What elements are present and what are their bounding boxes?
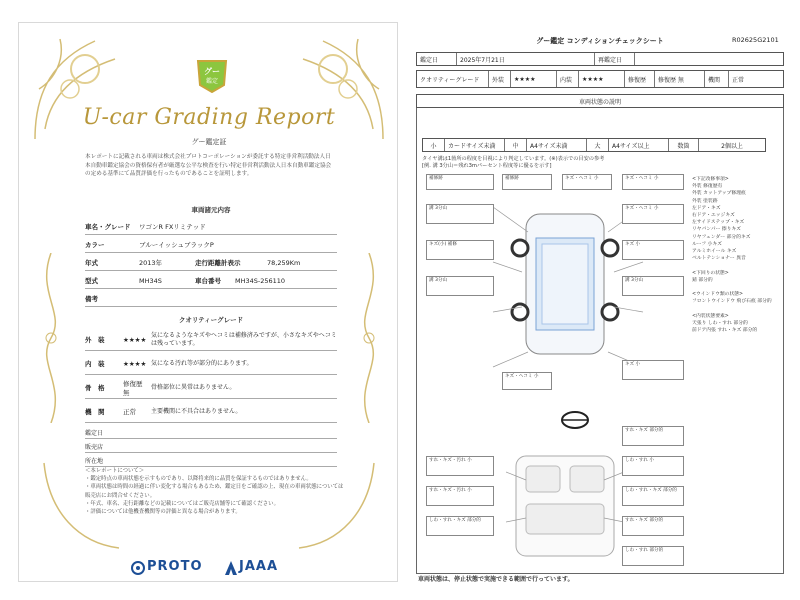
date-value: 2025年7月21日 [457, 53, 595, 65]
year-label: 年式 [85, 259, 98, 267]
appraisal-date-row [85, 427, 337, 439]
interior-label: すれ・キズ・汚れ 小 [426, 486, 494, 506]
damage-label: 補修跡 [426, 174, 494, 190]
repair-label: 修復歴 [625, 71, 655, 87]
damage-label: 溝 3分山 [426, 204, 494, 224]
intro-text: 本レポートに記載される車両は株式会社プロトコーポレーションが委託する特定非営利活動法人日本自動車鑑定協会の資格保有者が厳選な公平な検査を行い特定非営利活動法人日本自動車鑑定協会の定める基準にて品質評価を行ったものであることを証明します。 [85, 154, 332, 178]
svg-text:鑑定: 鑑定 [205, 78, 219, 85]
interior-label: しわ・すれ・キズ 部分的 [426, 516, 494, 536]
footer-label: 鑑定日 [85, 430, 104, 437]
engine-label: 機関 [705, 71, 729, 87]
date-table [416, 52, 784, 66]
note-item: ・年式、車名、走行距離などの記載についてはご販売店舗等にて確認ください。 [85, 500, 279, 507]
model-row [85, 273, 337, 289]
exterior-label: 外装 [489, 71, 511, 87]
chassis-label: 車台番号 [195, 277, 221, 285]
damage-label: キズ(小) 補修 [426, 240, 494, 260]
sheet-title: グー鑑定 コンディションチェックシート [536, 37, 664, 45]
note-item: ・車両状態は時間の経過に伴い変化する場合もあるため、鑑定日をご確認の上、現在の車両状態については販売店にお問合せください。 [85, 484, 344, 499]
date-label: 鑑定日 [417, 53, 457, 65]
interior-label: すれ・キズ・汚れ 小 [426, 456, 494, 476]
size-cell: A4サイズ以上 [609, 139, 669, 151]
remarks-label: 備考 [85, 295, 98, 303]
corner-ornament-top-left [25, 29, 145, 149]
size-cell: 2個以上 [721, 142, 743, 150]
interior-label: しわ・すれ・キズ 部分的 [622, 486, 684, 506]
damage-label: キズ 小 [622, 240, 684, 260]
damage-label: キズ・ヘコミ 小 [502, 372, 552, 390]
grade-label: 内 装 [85, 360, 105, 368]
reappraisal-label: 再鑑定日 [595, 53, 635, 65]
interior-label: すれ・キズ 部分的 [622, 426, 684, 446]
size-legend-table [422, 138, 766, 152]
interior-label: 内装 [557, 71, 579, 87]
state-title: 車両状態の説明 [578, 98, 621, 106]
reappraisal-value [635, 53, 783, 65]
damage-label: キズ・ヘコミ 小 [622, 204, 684, 224]
grade-label: 外 装 [85, 336, 105, 344]
grade-label: 車名・グレード [85, 223, 131, 231]
interior-stars: ★★★★ [579, 71, 625, 87]
chassis-value: MH34S-256110 [235, 276, 286, 285]
quality-section-title: クオリティーグレード [178, 316, 244, 324]
grade-label: 骨 格 [85, 384, 105, 392]
grade-stars: ★★★★ [123, 359, 147, 368]
vehicle-section-title: 車両諸元内容 [191, 206, 231, 214]
remarks-row [85, 291, 337, 307]
interior-label: しわ・すれ 小 [622, 456, 684, 476]
corner-ornament-top-right [273, 29, 393, 149]
condition-check-sheet [410, 22, 790, 582]
grade-desc: 主要機関に不具合はありません。 [151, 407, 242, 415]
notes-title: ＜本レポートについて＞ [85, 468, 145, 474]
side-ornament-left [31, 253, 71, 423]
grading-report-certificate [18, 22, 398, 582]
exterior-stars: ★★★★ [511, 71, 557, 87]
grade-desc: 気になるようなキズやヘコミは補修済みですが、小さなキズやヘコミは残っています。 [151, 331, 337, 347]
grade-stars: 正常 [123, 408, 136, 416]
state-title-bar [416, 94, 784, 108]
condition-legend: <下記改修事項> 外装 修復歴有 外装 カットアップ修理痕 外装 塗装跡 左ドア・キズ 右ドア・エッジキズ 左サイドステップ・キズ リヤバンパー 擦りキズ リヤフェンダー 部分的キズ ルーフ 小キズ アルミホイール キズ ベルトテンショナー 異音 <下回りの状態> 錆 部分的 <ウインドウ類の状態> フロントウインドウ 飛び石痕 部分的 <内装状態要素> 天張り しわ・すれ 部分的 前ドア内張 すれ・キズ 部分的 [692, 177, 772, 334]
interior-label: すれ・キズ 部分的 [622, 516, 684, 536]
color-label: カラー [85, 241, 105, 249]
grade-value: ワゴンR FXリミテッド [139, 223, 206, 231]
jaaa-logo-icon [225, 561, 237, 575]
damage-label: 補修跡 [502, 174, 552, 190]
footer-label: 販売店 [85, 444, 104, 451]
grade-interior-row [85, 353, 337, 375]
grade-stars: 修復歴 無 [123, 379, 143, 397]
interior-layout-diagram [506, 452, 624, 562]
size-cell: カードサイズ未満 [445, 139, 505, 151]
model-value: MH34S [139, 276, 162, 285]
note-item: ・鑑定時点の車両状態を示すものであり、以降将来的に品質を保証するものではありません。 [85, 476, 312, 483]
grade-stars: ★★★★ [123, 335, 147, 344]
mileage-label: 走行距離計表示 [195, 259, 241, 267]
repair-value: 修復歴 無 [655, 71, 705, 87]
grade-desc: 気になる汚れ等が部分的にあります。 [151, 359, 253, 367]
size-cell: 小 [423, 139, 445, 151]
size-cell: 数箇 [669, 139, 699, 151]
quality-table [416, 70, 784, 88]
size-cell: 中 [505, 139, 527, 151]
mileage-value: 78,259Km [267, 258, 301, 267]
damage-label: 溝 3分山 [426, 276, 494, 296]
damage-label: 溝 3分山 [622, 276, 684, 296]
year-row [85, 255, 337, 271]
address-row [85, 455, 337, 467]
grade-frame-row [85, 377, 337, 399]
year-value: 2013年 [139, 259, 163, 267]
svg-text:グー: グー [204, 67, 220, 76]
jaaa-logo: JAAA [239, 559, 279, 574]
note-item: ・評価については他機査機関等の評価と異なる場合があります。 [85, 509, 241, 516]
engine-value: 正常 [732, 76, 745, 84]
grade-row [85, 219, 337, 235]
size-cell: A4サイズ未満 [527, 139, 587, 151]
proto-logo-icon [131, 561, 145, 575]
grade-label: 機 関 [85, 408, 105, 416]
damage-label: キズ・ヘコミ 小 [562, 174, 612, 190]
color-row [85, 237, 337, 253]
steering-wheel-icon [560, 410, 590, 430]
side-ornament-right [349, 253, 389, 423]
interior-label: しわ・すれ 部分的 [622, 546, 684, 566]
goo-kantei-badge-icon [194, 59, 230, 93]
report-subtitle: グー鑑定証 [191, 138, 227, 146]
proto-logo: PROTO [147, 559, 203, 574]
damage-label: キズ・ヘコミ 小 [622, 174, 684, 190]
dealer-row [85, 441, 337, 453]
document-number: R02625G2101 [732, 36, 779, 44]
size-cell: 大 [587, 139, 609, 151]
bottom-note: 車両状態は、停止状態で実施できる範囲で行っています。 [418, 576, 574, 583]
quality-label: クオリティーグレード [417, 71, 489, 87]
color-value: ブルーイッシュブラックP [139, 241, 214, 249]
report-title: U-car Grading Report [82, 105, 336, 130]
grade-desc: 骨格部位に異常はありません。 [151, 383, 236, 391]
tire-caption: タイヤ溝は1箇所の程度を目視により判定しています。(※)表示での目安の参考 [例. 溝 3分山＝残れ3mパーセント程度等に優るを示す] [422, 156, 605, 169]
damage-label: キズ 小 [622, 360, 684, 380]
model-label: 型式 [85, 277, 98, 285]
grade-engine-row [85, 401, 337, 423]
report-notes [85, 467, 345, 516]
footer-label: 所在地 [85, 458, 104, 465]
grade-exterior-row [85, 329, 337, 351]
